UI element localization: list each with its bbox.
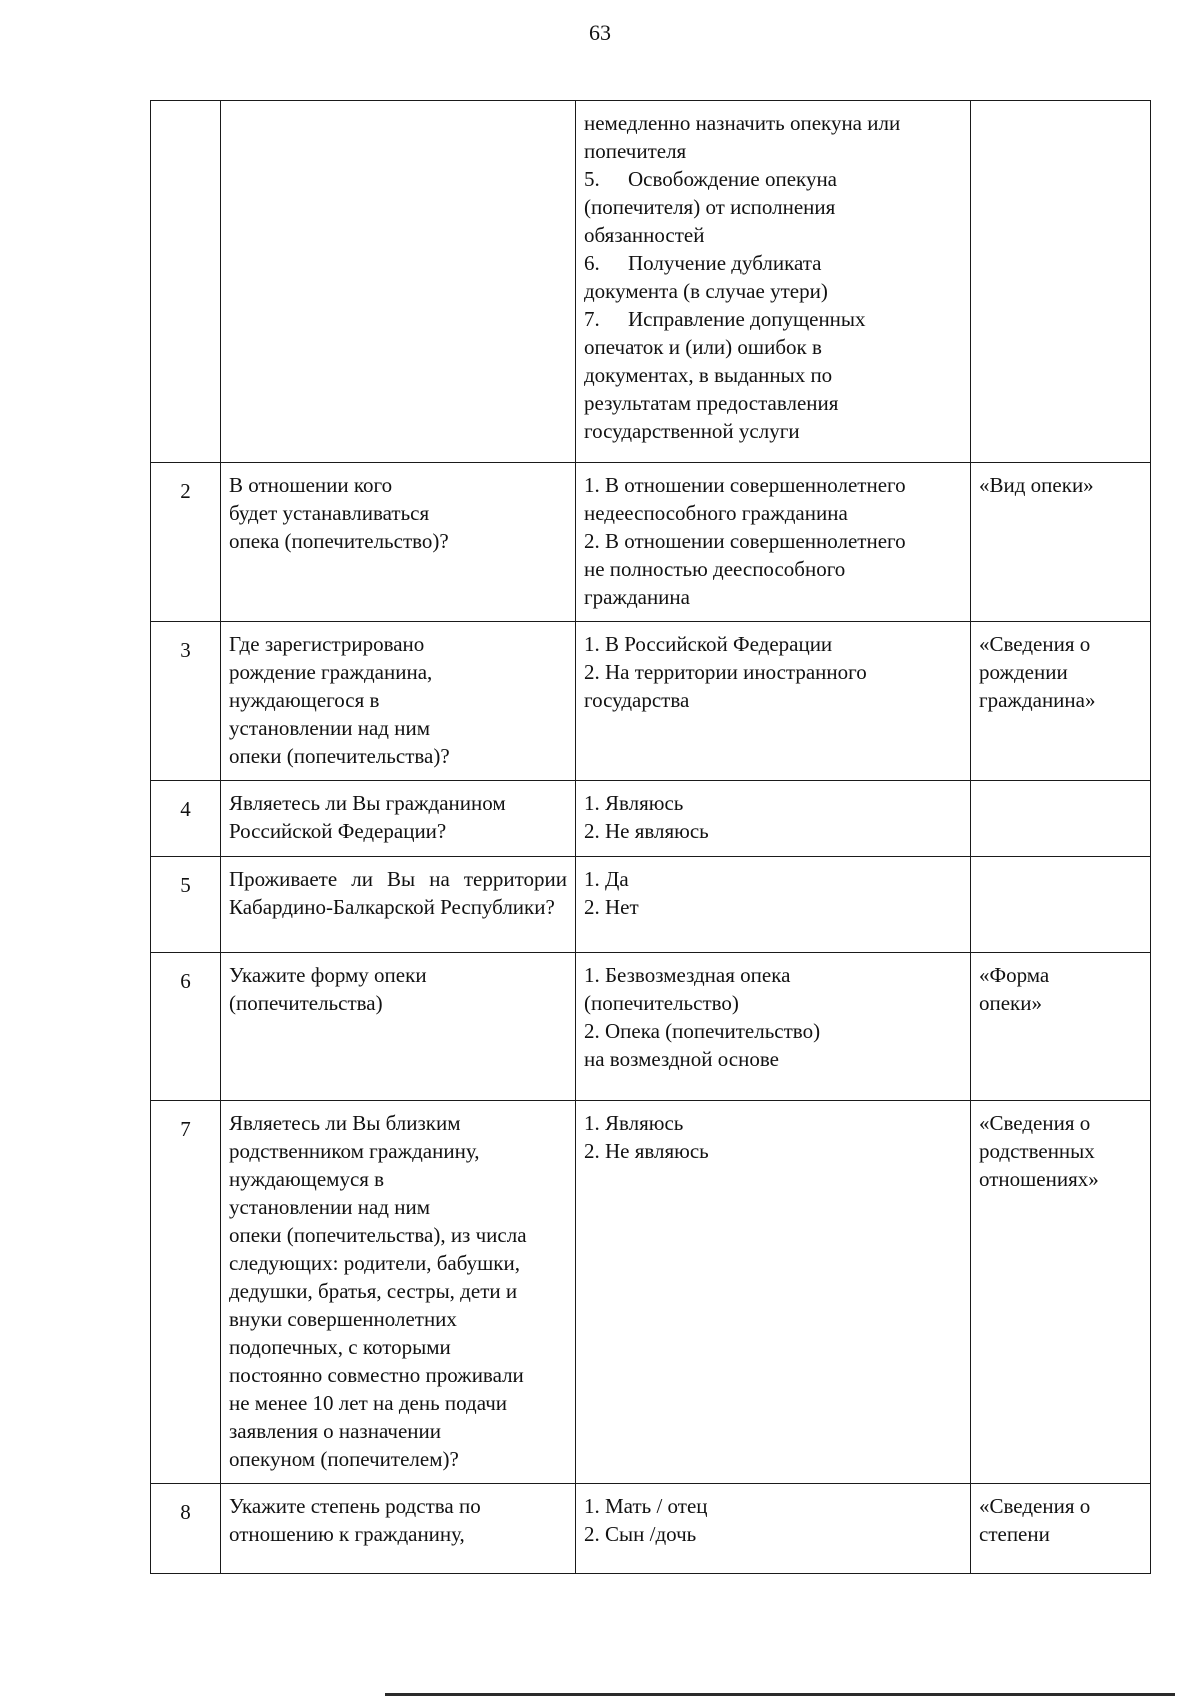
question-line: следующих: родители, бабушки, [229,1251,520,1275]
answers-cell [576,781,971,857]
question-line: Являетесь ли Вы гражданином [229,791,506,815]
question-cell [221,463,576,622]
answer-text: 2. Опека (попечительство) [584,1019,821,1043]
answers-cell [576,101,971,463]
table-row [151,1101,1151,1484]
answer-text: 2. В отношении совершеннолетнего [584,529,906,553]
answer-line [584,417,962,445]
answer-text: документа (в случае утери) [584,279,828,303]
section-name-line: «Сведения о [979,632,1091,656]
answer-line [584,333,962,361]
section-cell [971,781,1151,857]
answers-cell [576,953,971,1101]
answers-cell [576,857,971,953]
answer-text: 1. Безвозмездная опека [584,963,791,987]
answer-text: документах, в выданных по [584,363,833,387]
row-number: 4 [151,781,221,857]
answers-cell [576,1101,971,1484]
answer-text: обязанностей [584,223,705,247]
answer-text: результатам предоставления [584,391,839,415]
table-row [151,622,1151,781]
section-name-line: родственных [979,1139,1095,1163]
answer-text: 1. Являюсь [584,791,684,815]
section-name-line: «Сведения о [979,1494,1091,1518]
answer-text: 2. Не являюсь [584,819,709,843]
answer-text: 1. Да [584,867,629,891]
question-cell: Проживаете ли Вы на территории Кабардино-Балкарской Республики? [221,857,576,953]
question-line: установлении над ним [229,716,430,740]
table-body [151,101,1151,1574]
question-cell [221,101,576,463]
question-line: внуки совершеннолетних [229,1307,457,1331]
question-line: В отношении кого [229,473,393,497]
answer-line [584,305,962,333]
question-line: заявления о назначении [229,1419,442,1443]
question-line: Российской Федерации? [229,819,447,843]
section-name-line: степени [979,1522,1050,1546]
row-number [151,101,221,463]
answer-text: 2. На территории иностранного [584,660,867,684]
answer-text: недееспособного гражданина [584,501,848,525]
table-row [151,463,1151,622]
answer-line [584,989,962,1017]
question-line: установлении над ним [229,1195,430,1219]
row-number: 7 [151,1101,221,1484]
question-line: (попечительства) [229,991,383,1015]
answer-text: 2. Нет [584,895,639,919]
answer-text: не полностью дееспособного [584,557,846,581]
answer-line [584,630,962,658]
question-line: дедушки, братья, сестры, дети и [229,1279,518,1303]
form-table [150,100,1151,1574]
answer-line [584,865,962,893]
answer-number: 6. [584,251,600,275]
answer-line [584,1520,962,1548]
answer-text: гражданина [584,585,690,609]
answer-text: 2. Сын /дочь [584,1522,697,1546]
question-line: Где зарегистрировано [229,632,425,656]
question-line: опеки (попечительства)? [229,744,450,768]
page-number: 63 [589,20,611,45]
section-name-line: рождении [979,660,1068,684]
answers-cell [576,463,971,622]
answer-text: 1. В Российской Федерации [584,632,833,656]
section-cell [971,101,1151,463]
section-cell [971,1101,1151,1484]
answers-cell [576,1484,971,1574]
answer-text: (попечительство) [584,991,739,1015]
answer-line [584,1137,962,1165]
answers-cell [576,622,971,781]
answer-line [584,249,962,277]
bottom-rule [385,1693,1175,1696]
answer-number: 7. [584,307,600,331]
answer-line [584,527,962,555]
question-line: нуждающегося в [229,688,380,712]
row-number: 3 [151,622,221,781]
section-cell [971,463,1151,622]
answer-line [584,109,962,137]
section-name-line: «Форма [979,963,1050,987]
answer-line [584,193,962,221]
row-number: 2 [151,463,221,622]
answer-line [584,817,962,845]
answer-text: государственной услуги [584,419,800,443]
section-cell [971,1484,1151,1574]
table-row [151,781,1151,857]
section-cell [971,622,1151,781]
answer-line [584,361,962,389]
answer-line [584,1492,962,1520]
answer-text: Получение дубликата [628,251,822,275]
question-line: Укажите степень родства по [229,1494,481,1518]
answer-line [584,1017,962,1045]
answer-line [584,165,962,193]
answer-text: государства [584,688,690,712]
answer-number: 5. [584,167,600,191]
answer-line [584,1109,962,1137]
answer-line [584,277,962,305]
answer-line [584,893,962,921]
section-cell [971,953,1151,1101]
question-line: будет устанавливаться [229,501,430,525]
section-name-line: опеки» [979,991,1042,1015]
row-number: 8 [151,1484,221,1574]
question-cell [221,1484,576,1574]
answer-text: (попечителя) от исполнения [584,195,836,219]
question-line: нуждающемуся в [229,1167,385,1191]
section-name-line: гражданина» [979,688,1096,712]
answer-line [584,221,962,249]
answer-line [584,686,962,714]
answer-line [584,499,962,527]
question-cell [221,622,576,781]
answer-line [584,137,962,165]
question-line: опеки (попечительства), из числа [229,1223,527,1247]
answer-line [584,583,962,611]
table-row [151,953,1151,1101]
answer-text: 1. Мать / отец [584,1494,708,1518]
answer-text: 2. Не являюсь [584,1139,709,1163]
question-line: отношению к гражданину, [229,1522,465,1546]
table-row [151,1484,1151,1574]
question-line: не менее 10 лет на день подачи [229,1391,508,1415]
question-line: подопечных, с которыми [229,1335,451,1359]
answer-line [584,555,962,583]
question-line: Укажите форму опеки [229,963,427,987]
answer-text: опечаток и (или) ошибок в [584,335,822,359]
question-line: опекуном (попечителем)? [229,1447,459,1471]
answer-line [584,471,962,499]
answer-text: попечителя [584,139,687,163]
answer-text: Исправление допущенных [628,307,866,331]
question-line: Являетесь ли Вы близким [229,1111,461,1135]
question-line: рождение гражданина, [229,660,433,684]
row-number: 6 [151,953,221,1101]
section-name-line: «Вид опеки» [979,473,1094,497]
question-cell [221,1101,576,1484]
table-row [151,101,1151,463]
row-number: 5 [151,857,221,953]
question-line: опека (попечительство)? [229,529,449,553]
section-name-line: «Сведения о [979,1111,1091,1135]
answer-line [584,961,962,989]
question-line: постоянно совместно проживали [229,1363,524,1387]
question-cell [221,781,576,857]
answer-line [584,658,962,686]
question-cell [221,953,576,1101]
table-row [151,857,1151,953]
answer-line [584,1045,962,1073]
section-name-line: отношениях» [979,1167,1099,1191]
answer-text: 1. Являюсь [584,1111,684,1135]
answer-text: 1. В отношении совершеннолетнего [584,473,906,497]
answer-line [584,789,962,817]
answer-text: Освобождение опекуна [628,167,838,191]
answer-line [584,389,962,417]
section-cell [971,857,1151,953]
question-line: родственником гражданину, [229,1139,480,1163]
answer-text: немедленно назначить опекуна или [584,111,901,135]
answer-text: на возмездной основе [584,1047,779,1071]
